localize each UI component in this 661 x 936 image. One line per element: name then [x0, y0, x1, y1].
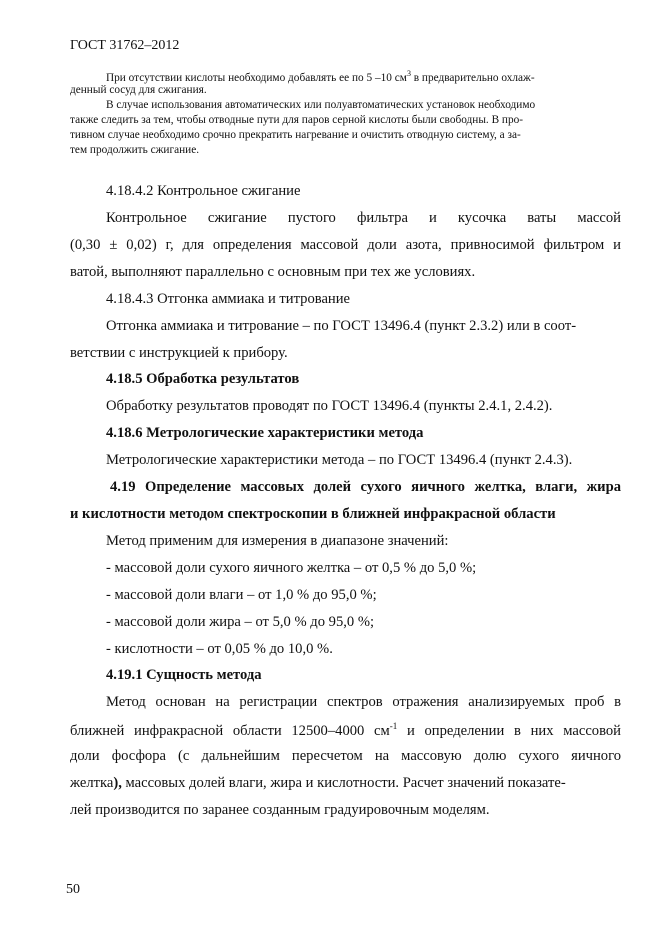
- paragraph-line: Отгонка аммиака и титрование – по ГОСТ 13496.4 (пункт 2.3.2) или в соот-: [106, 318, 577, 334]
- section-heading: и кислотности методом спектроскопии в ближней инфракрасной области: [70, 506, 556, 522]
- paragraph-text: массовых долей влаги, жира и кислотности. Расчет значений показате-: [121, 775, 566, 791]
- paragraph-superscript: -1: [389, 721, 398, 731]
- paragraph-line: ветствии с инструкцией к прибору.: [70, 345, 288, 361]
- note-line: также следить за тем, чтобы отводные пути для паров серной кислоты были свободны. В про-: [70, 114, 524, 126]
- paragraph-line: [70, 775, 621, 792]
- section-heading: 4.18.6 Метрологические характеристики метода: [106, 425, 424, 441]
- section-heading: 4.18.5 Обработка результатов: [106, 371, 300, 387]
- paragraph-text: и определении в них массовой: [397, 722, 621, 739]
- note-line: тивном случае необходимо срочно прекратить нагревание и очистить отводную систему, а за-: [70, 129, 521, 141]
- paragraph-line: лей производится по заранее созданным градуировочным моделям.: [70, 802, 490, 818]
- list-item: - массовой доли жира – от 5,0 % до 95,0 %;: [106, 614, 375, 630]
- note-text: При отсутствии кислоты необходимо добавлять ее по 5 –10 см: [106, 71, 407, 84]
- list-item: - массовой доли сухого яичного желтка – от 0,5 % до 5,0 %;: [106, 560, 477, 576]
- document-header-title: ГОСТ 31762–2012: [70, 38, 180, 53]
- page-number: 50: [66, 882, 80, 897]
- note-text: в предварительно охлаж-: [410, 71, 535, 84]
- note-line: [106, 69, 535, 84]
- section-heading: 4.18.4.3 Отгонка аммиака и титрование: [106, 291, 351, 307]
- note-line: тем продолжить сжигание.: [70, 144, 200, 156]
- note-line: В случае использования автоматических или полуавтоматических установок необходимо: [106, 99, 536, 111]
- paragraph-line: Метод основан на регистрации спектров отражения анализируемых проб в: [106, 694, 621, 710]
- list-item: - кислотности – от 0,05 % до 10,0 %.: [106, 641, 333, 657]
- paragraph-text: ближней инфракрасной области 12500–4000 см: [70, 722, 390, 739]
- paragraph-line: доли фосфора (с дальнейшим пересчетом на массовую долю сухого яичного: [70, 748, 621, 764]
- paragraph-text: желтка: [70, 775, 114, 791]
- section-heading: 4.19.1 Сущность метода: [106, 667, 262, 683]
- paragraph-line: Обработку результатов проводят по ГОСТ 13496.4 (пункты 2.4.1, 2.4.2).: [106, 398, 553, 414]
- paragraph-line: Контрольное сжигание пустого фильтра и кусочка ваты массой: [106, 210, 621, 226]
- note-superscript: 3: [406, 69, 411, 78]
- paragraph-line: [70, 721, 621, 740]
- paragraph-line: Метод применим для измерения в диапазоне значений:: [106, 533, 449, 549]
- list-item: - массовой доли влаги – от 1,0 % до 95,0 %;: [106, 587, 377, 603]
- paragraph-line: ватой, выполняют параллельно с основным при тех же условиях.: [70, 264, 476, 280]
- section-heading: 4.18.4.2 Контрольное сжигание: [106, 183, 301, 199]
- note-line: денный сосуд для сжигания.: [70, 84, 207, 96]
- paragraph-line: Метрологические характеристики метода – по ГОСТ 13496.4 (пункт 2.4.3).: [106, 452, 573, 468]
- paragraph-line: (0,30 ± 0,02) г, для определения массовой доли азота, привносимой фильтром и: [70, 237, 621, 253]
- paragraph-text: ),: [113, 775, 122, 791]
- section-heading: 4.19 Определение массовых долей сухого яичного желтка, влаги, жира: [110, 479, 621, 495]
